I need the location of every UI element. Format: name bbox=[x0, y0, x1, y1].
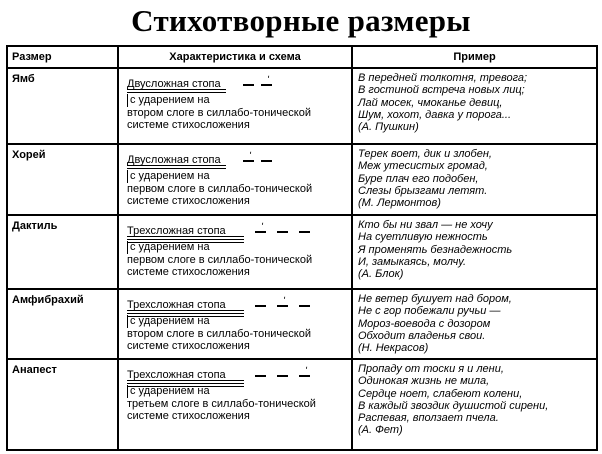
meter-example: Терек воет, дик и злобен, Меж утесистых громад, Буре плач его подобен, Слезы брызгами летят. (М. Лермонтов) bbox=[352, 144, 597, 215]
table-row bbox=[7, 289, 597, 359]
stress-mark-icon: ʹ bbox=[283, 296, 285, 307]
meters-table bbox=[6, 45, 598, 451]
meter-characteristic bbox=[118, 68, 352, 144]
foot-label: Трехсложная стопа bbox=[127, 299, 226, 311]
meter-name: Хорей bbox=[7, 144, 118, 215]
unstressed-syllable bbox=[277, 375, 288, 377]
stress-mark-icon: ʹ bbox=[305, 366, 307, 377]
meter-example: Пропаду от тоски я и лени, Одинокая жизнь не мила, Сердце ноет, слабеют колени, В каждый звоздик душистой сирени, Распевая, вползает пчела. (А. Фет) bbox=[352, 359, 597, 450]
table-row bbox=[7, 68, 597, 144]
meter-name: Дактиль bbox=[7, 215, 118, 289]
meter-description: с ударением на втором слоге в силлабо-тонической системе стихосложения bbox=[127, 94, 311, 132]
bracket-line bbox=[127, 94, 128, 107]
page-title: Стихотворные размеры bbox=[131, 3, 471, 38]
meter-characteristic bbox=[118, 289, 352, 359]
stress-mark-icon: ʹ bbox=[249, 151, 251, 162]
unstressed-syllable bbox=[299, 231, 310, 233]
foot-label: Двусложная стопа bbox=[127, 154, 221, 166]
stress-mark-icon: ʹ bbox=[261, 222, 263, 233]
meter-name: Амфибрахий bbox=[7, 289, 118, 359]
stress-mark-icon: ʹ bbox=[267, 75, 269, 86]
foot-label: Двусложная стопа bbox=[127, 78, 221, 90]
meter-characteristic bbox=[118, 215, 352, 289]
underline bbox=[127, 242, 244, 243]
meter-name: Анапест bbox=[7, 359, 118, 450]
table-row bbox=[7, 359, 597, 450]
unstressed-syllable bbox=[255, 305, 266, 307]
foot-label: Трехсложная стопа bbox=[127, 369, 226, 381]
meter-characteristic bbox=[118, 359, 352, 450]
meter-name: Ямб bbox=[7, 68, 118, 144]
table-row bbox=[7, 215, 597, 289]
meter-description: с ударением на первом слоге в силлабо-тонической системе стихосложения bbox=[127, 241, 313, 279]
meter-description: с ударением на первом слоге в силлабо-тонической системе стихосложения bbox=[127, 170, 313, 208]
underline bbox=[127, 236, 244, 237]
bracket-line bbox=[127, 170, 128, 183]
meter-example: Кто бы ни звал — не хочу На суетливую нежность Я променять безнадежность И, замыкаясь, молчу. (А. Блок) bbox=[352, 215, 597, 289]
underline bbox=[127, 168, 226, 169]
unstressed-syllable bbox=[299, 305, 310, 307]
unstressed-syllable bbox=[261, 160, 272, 162]
underline bbox=[127, 89, 226, 90]
unstressed-syllable bbox=[243, 84, 254, 86]
underline bbox=[127, 313, 244, 314]
header-meter: Размер bbox=[7, 46, 118, 68]
underline bbox=[127, 316, 244, 317]
unstressed-syllable bbox=[277, 231, 288, 233]
meter-example: Не ветер бушует над бором, Не с гор побежали ручьи — Мороз-воевода с дозором Обходит владенья свои. (Н. Некрасов) bbox=[352, 289, 597, 359]
meter-description: с ударением на третьем слоге в силлабо-тонической системе стихосложения bbox=[127, 385, 316, 423]
header-characteristic: Характеристика и схема bbox=[118, 46, 352, 68]
underline bbox=[127, 310, 244, 311]
header-example: Пример bbox=[352, 46, 597, 68]
foot-label: Трехсложная стопа bbox=[127, 225, 226, 237]
underline bbox=[127, 386, 244, 387]
underline bbox=[127, 239, 244, 240]
meter-characteristic bbox=[118, 144, 352, 215]
underline bbox=[127, 92, 226, 93]
table-row bbox=[7, 144, 597, 215]
meter-example: В передней толкотня, тревога; В гостиной встреча новых лиц; Лай мосек, чмоканье девиц, Шум, хохот, давка у порога... (А. Пушкин) bbox=[352, 68, 597, 144]
table-header-row bbox=[7, 46, 597, 68]
underline bbox=[127, 383, 244, 384]
unstressed-syllable bbox=[255, 375, 266, 377]
underline bbox=[127, 165, 226, 166]
underline bbox=[127, 380, 244, 381]
meter-description: с ударением на втором слоге в силлабо-тонической системе стихосложения bbox=[127, 315, 311, 353]
